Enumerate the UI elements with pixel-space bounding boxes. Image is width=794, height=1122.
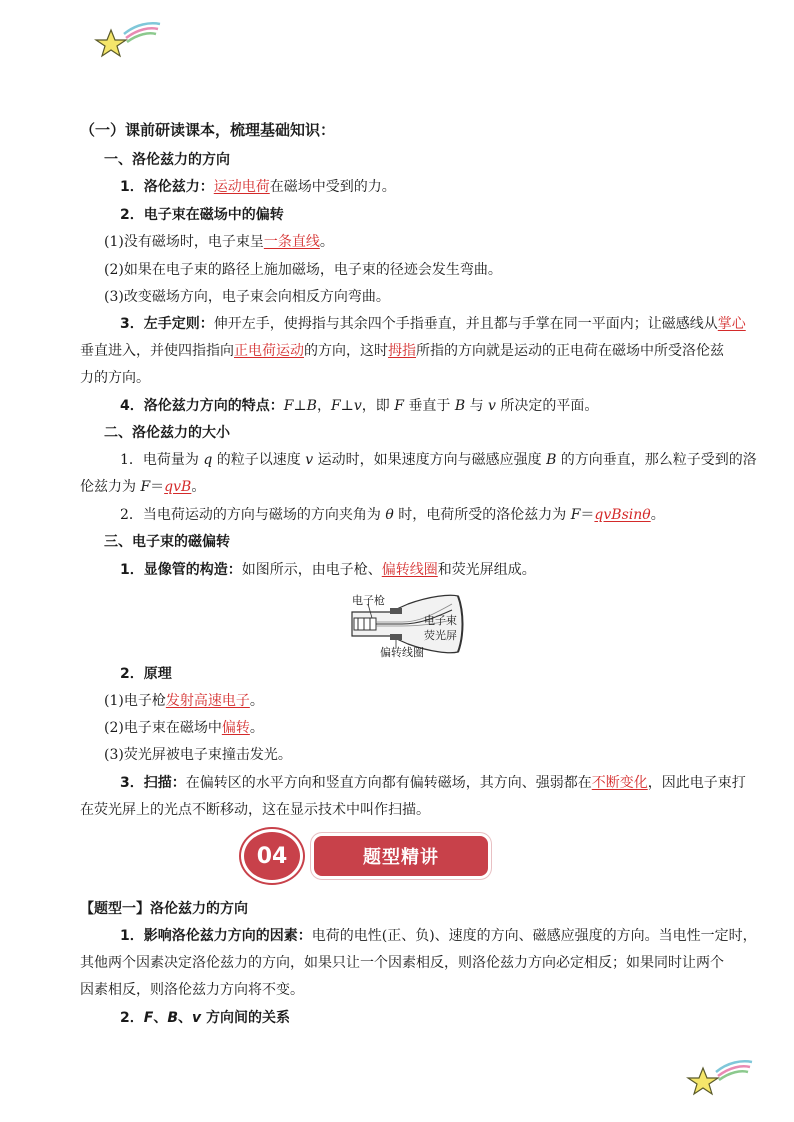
answer-fill: 偏转线圈 [381, 562, 438, 578]
term-label: 1．显像管的构造： [120, 562, 242, 578]
term-label: 3．左手定则： [120, 316, 214, 332]
text: 的方向垂直，那么粒子受到的洛 [556, 452, 757, 468]
math-var: F [143, 1010, 154, 1026]
text: 方向间的关系 [201, 1010, 291, 1026]
paragraph: 因素相反，则洛伦兹力方向将不变。 [80, 982, 304, 998]
paragraph [120, 560, 536, 580]
paragraph [120, 396, 598, 416]
star-icon [686, 1056, 756, 1098]
paragraph: (3)荧光屏被电子束撞击发光。 [104, 747, 292, 763]
math-var: B [306, 398, 317, 414]
text: (1)没有磁场时，电子束呈 [104, 234, 264, 250]
text: 。 [249, 720, 264, 736]
term-label: 4．洛伦兹力方向的特点： [120, 398, 284, 414]
text: 伦兹力为 [80, 479, 141, 495]
answer-fill: 掌心 [717, 316, 746, 332]
math-var: v [192, 1010, 202, 1026]
text: 在偏转区的水平方向和竖直方向都有偏转磁场，其方向、强弱都在 [185, 775, 592, 791]
question-type-heading: 【题型一】洛伦兹力的方向 [80, 901, 248, 917]
subsection-title: 二、洛伦兹力的大小 [104, 425, 230, 441]
label-electron-gun: 电子枪 [352, 594, 385, 607]
subsection-title: 三、电子束的磁偏转 [104, 534, 230, 550]
answer-fill: 发射高速电子 [165, 693, 250, 709]
text: 1．电荷量为 [120, 452, 204, 468]
math-var: F [140, 479, 151, 495]
math-var: F [570, 507, 581, 523]
text: (2)电子束在磁场中 [104, 720, 222, 736]
answer-fill: 运动电荷 [213, 179, 270, 195]
text: 伸开左手，使拇指与其余四个手指垂直，并且都与手掌在同一平面内；让磁感线从 [213, 316, 718, 332]
term-label: 3．扫描： [120, 775, 186, 791]
section-heading: （一）课前研读课本，梳理基础知识： [80, 121, 336, 139]
paragraph [104, 232, 334, 252]
text: 2．当电荷运动的方向与磁场的方向夹角为 [120, 507, 386, 523]
paragraph [80, 477, 205, 497]
math-op: ⊥ [293, 398, 307, 414]
text: 。 [249, 693, 264, 709]
term-label: 1．洛伦兹力： [120, 179, 214, 195]
section-banner [244, 832, 494, 880]
math-var: F [330, 398, 341, 414]
text: 的方向，这时 [304, 343, 388, 359]
text: ，因此电子束打 [647, 775, 746, 791]
text: 在磁场中受到的力。 [269, 179, 396, 195]
paragraph [120, 505, 665, 525]
paragraph: (3)改变磁场方向，电子束会向相反方向弯曲。 [104, 289, 390, 305]
paragraph [120, 314, 746, 334]
text: 。 [650, 507, 665, 523]
paragraph: 其他两个因素决定洛伦兹力的方向，如果只让一个因素相反，则洛伦兹力方向必定相反；如果同时让两个 [80, 955, 724, 971]
math-var: v [488, 398, 496, 414]
paragraph [104, 718, 264, 738]
text: ，即 [361, 398, 395, 414]
math-op: ⊥ [340, 398, 354, 414]
item-title: 2．电子束在磁场中的偏转 [120, 207, 284, 223]
answer-fill: 不断变化 [591, 775, 648, 791]
math-var: F [283, 398, 294, 414]
paragraph [120, 773, 746, 793]
answer-fill: 偏转 [221, 720, 250, 736]
text: 时，电荷所受的洛伦兹力为 [393, 507, 571, 523]
text: 所决定的平面。 [495, 398, 599, 414]
term-label: 1．影响洛伦兹力方向的因素： [120, 928, 312, 944]
label-screen: 荧光屏 [424, 629, 457, 642]
paragraph [120, 450, 757, 470]
answer-fill: 拇指 [388, 343, 416, 359]
math-var: B [454, 398, 466, 414]
math-var: B [546, 452, 557, 468]
text: 。 [319, 234, 334, 250]
text: 如图所示，由电子枪、 [241, 562, 382, 578]
math-op: ＝ [580, 507, 595, 523]
paragraph [104, 691, 264, 711]
text: 与 [465, 398, 489, 414]
text: 。 [191, 479, 206, 495]
section-title-badge: 题型精讲 [314, 836, 488, 876]
text: 2． [120, 1010, 144, 1026]
text: ， [316, 398, 331, 414]
text: 、 [178, 1010, 192, 1026]
paragraph [120, 926, 757, 946]
section-number-badge: 04 [244, 832, 300, 880]
item-title: 2．原理 [120, 666, 172, 682]
text: (1)电子枪 [104, 693, 166, 709]
math-var: F [394, 398, 404, 414]
label-electron-beam: 电子束 [424, 614, 457, 627]
text: 运动时，如果速度方向与磁感应强度 [313, 452, 547, 468]
item-title [120, 1008, 290, 1028]
crt-diagram [350, 592, 466, 659]
answer-fill: qvBsinθ [594, 507, 651, 523]
paragraph: (2)如果在电子束的路径上施加磁场，电子束的径迹会发生弯曲。 [104, 262, 502, 278]
answer-fill: 正电荷运动 [234, 343, 304, 359]
answer-fill: 一条直线 [263, 234, 320, 250]
answer-fill: qvB [164, 479, 192, 495]
math-op: ＝ [150, 479, 165, 495]
math-var: B [167, 1010, 178, 1026]
text: 的粒子以速度 [212, 452, 306, 468]
math-var: v [353, 398, 362, 414]
text: 垂直于 [403, 398, 455, 414]
paragraph: 在荧光屏上的光点不断移动，这在显示技术中叫作扫描。 [80, 802, 430, 818]
text: 所指的方向就是运动的正电荷在磁场中所受洛伦兹 [416, 343, 724, 359]
math-var: θ [385, 507, 394, 523]
text: 、 [153, 1010, 168, 1026]
text: 垂直进入，并使四指指向 [80, 343, 234, 359]
math-var: v [305, 452, 314, 468]
star-icon [94, 18, 164, 60]
label-deflection-coil: 偏转线圈 [380, 646, 424, 659]
math-var: q [203, 452, 213, 468]
paragraph: 力的方向。 [80, 370, 150, 386]
paragraph [80, 341, 724, 361]
paragraph [120, 177, 396, 197]
text: 电荷的电性(正、负)、速度的方向、磁感应强度的方向。当电性一定时， [311, 928, 757, 944]
subsection-title: 一、洛伦兹力的方向 [104, 152, 230, 168]
text: 和荧光屏组成。 [437, 562, 536, 578]
